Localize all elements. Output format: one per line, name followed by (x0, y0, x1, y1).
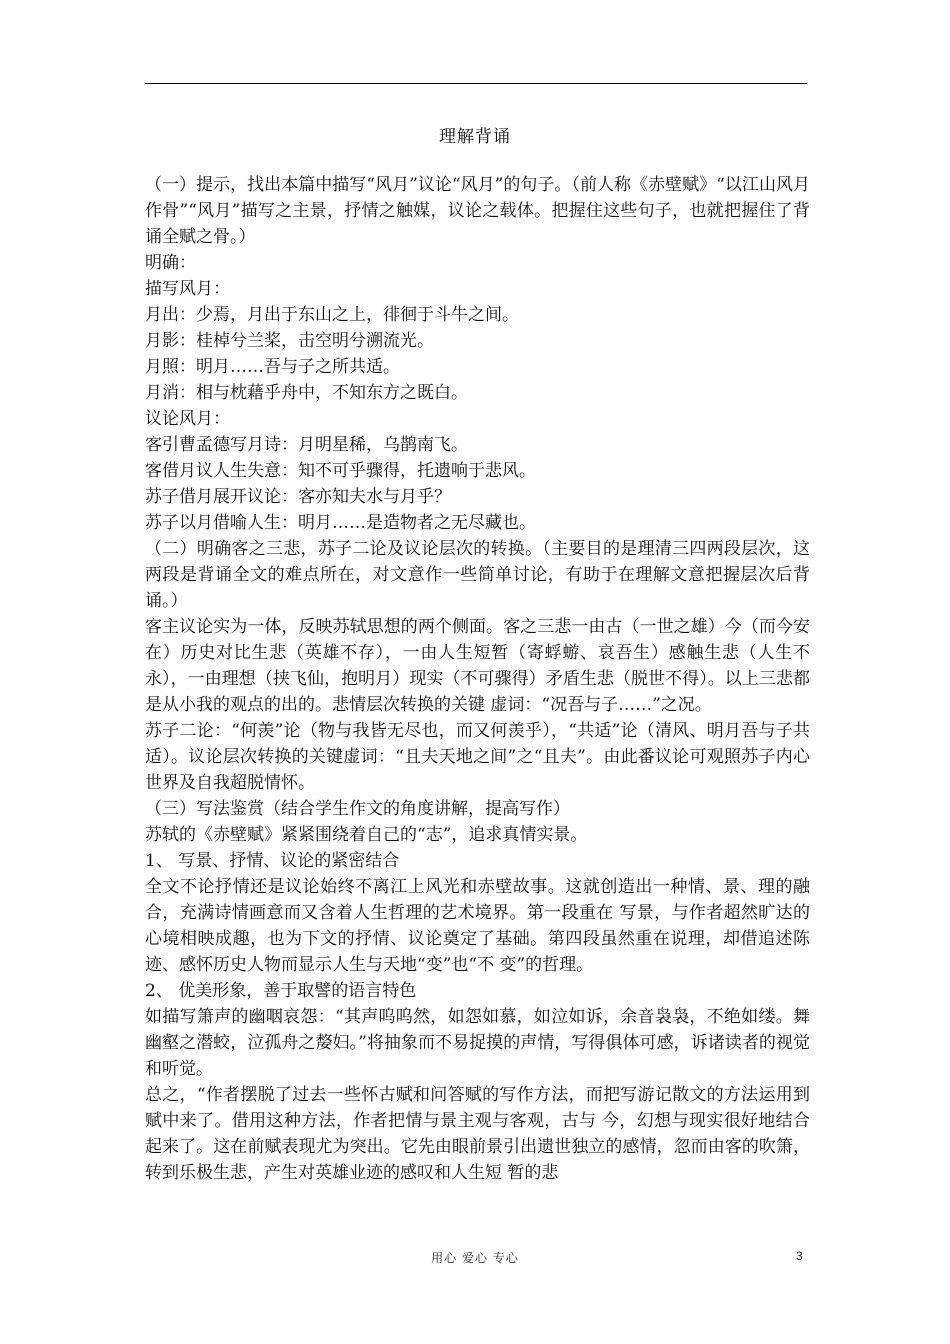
paragraph: 如描写箫声的幽咽哀怨：“其声呜呜然，如怨如慕，如泣如诉，余音袅袅，不绝如缕。舞幽壑之潜蛟，泣孤舟之嫠妇。”将抽象而不易捉摸的声情，写得俱体可感，诉诸读者的视觉和听觉。 (145, 1007, 810, 1079)
paragraph: 总之，“作者摆脱了过去一些怀古赋和问答赋的写作方法，而把写游记散文的方法运用到赋中来了。借用这种方法，作者把情与景主观与客观，古与 今，幻想与现实很好地结合起来了。这在前赋表现尤为突出。它先由眼前景引出遗世独立的感情，忽而由客的吹箫，转到乐极生悲，产生对英雄业迹的感叹和人生短 暂的悲 (145, 1085, 810, 1183)
paragraph: 全文不论抒情还是议论始终不离江上风光和赤壁故事。这就创造出一种情、景、理的融合，充满诗情画意而又含着人生哲理的艺术境界。第一段重在 写景，与作者超然旷达的心境相映成趣，也为下文的抒情、议论奠定了基础。第四段虽然重在说理，却借追述陈迹、感怀历史人物而显示人生与天地“变”也“不 变”的哲理。 (145, 877, 810, 975)
header-rule (145, 83, 807, 84)
body-text (145, 172, 810, 1186)
paragraph: 苏轼的《赤壁赋》紧紧围绕着自己的“志”，追求真情实景。 (145, 825, 588, 845)
paragraph: 苏子借月展开议论：客亦知夫水与月乎？ (145, 487, 451, 507)
paragraph: （一）提示，找出本篇中描写“风月”议论“风月”的句子。（前人称《赤壁赋》“以江山风月作骨”“风月”描写之主景，抒情之触媒，议论之载体。把握住这些句子，也就把握住了背诵全赋之骨。） (145, 175, 810, 247)
paragraph: 客引曹孟德写月诗：月明星稀，乌鹊南飞。 (145, 435, 468, 455)
paragraph: 苏子以月借喻人生：明月……是造物者之无尽藏也。 (145, 513, 536, 533)
paragraph: （三）写法鉴赏（结合学生作文的角度讲解，提高写作） (145, 799, 570, 819)
paragraph: 1、 写景、抒情、议论的紧密结合 (145, 851, 400, 871)
paragraph: 客借月议人生失意：知不可乎骤得，托遗响于悲风。 (145, 461, 536, 481)
paragraph: 描写风月： (145, 279, 230, 299)
paragraph: 月消：相与枕藉乎舟中，不知东方之既白。 (145, 383, 468, 403)
paragraph: （二）明确客之三悲，苏子二论及议论层次的转换。（主要目的是理清三四两段层次，这两段是背诵全文的难点所在，对文意作一些简单讨论，有助于在理解文意把握层次后背诵。） (145, 539, 810, 611)
paragraph: 议论风月： (145, 409, 230, 429)
paragraph: 明确： (145, 253, 196, 273)
footer-motto: 用心 爱心 专心 (431, 1251, 519, 1265)
paragraph: 月影：桂棹兮兰桨，击空明兮溯流光。 (145, 331, 434, 351)
section-title: 理解背诵 (439, 127, 511, 147)
paragraph: 2、 优美形象，善于取譬的语言特色 (145, 981, 417, 1001)
paragraph: 月出：少焉，月出于东山之上，徘徊于斗牛之间。 (145, 305, 519, 325)
paragraph: 月照：明月……吾与子之所共适。 (145, 357, 400, 377)
paragraph: 苏子二论：“何羡”论（物与我皆无尽也，而又何羡乎），“共适”论（清风、明月吾与子共适）。议论层次转换的关键虚词：“且夫天地之间”之“且夫”。由此番议论可观照苏子内心世界及自我超脱情怀。 (145, 721, 810, 793)
page-number: 3 (796, 1249, 803, 1263)
paragraph: 客主议论实为一体，反映苏轼思想的两个侧面。客之三悲一由古（一世之雄）今（而今安在）历史对比生悲（英雄不存），一由人生短暂（寄蜉蝣、哀吾生）感触生悲（人生不永），一由理想（挟飞仙，抱明月）现实（不可骤得）矛盾生悲（脱世不得）。以上三悲都是从小我的观点的出的。悲情层次转换的关键 虚词：“况吾与子……”之况。 (145, 617, 810, 715)
